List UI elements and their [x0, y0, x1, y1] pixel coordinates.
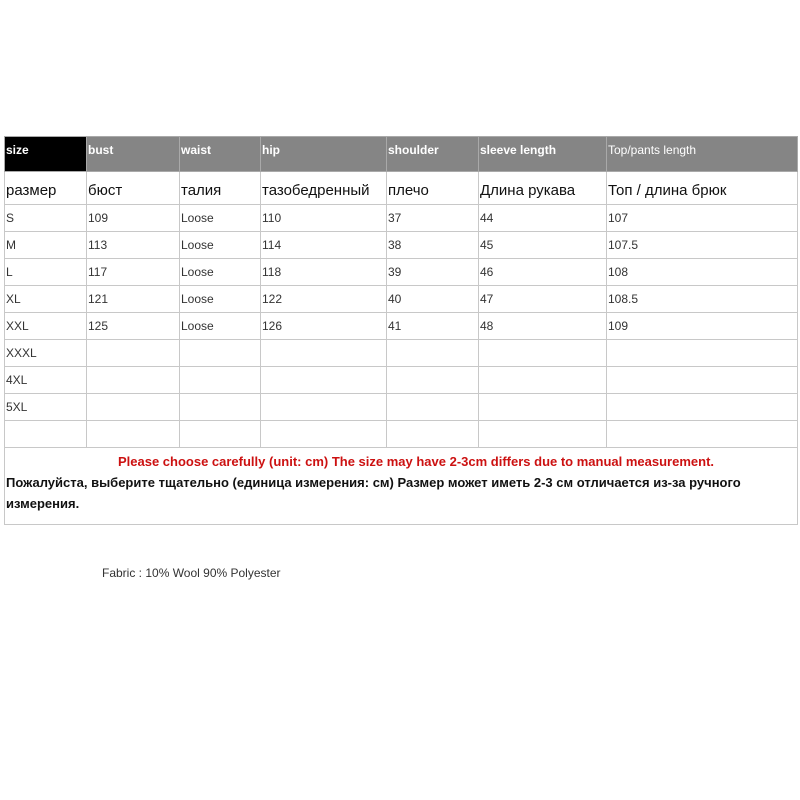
ru-header-cell: бюст — [87, 172, 180, 205]
table-cell: L — [5, 259, 87, 286]
fabric-composition: Fabric : 10% Wool 90% Polyester — [102, 566, 281, 580]
table-cell: 40 — [387, 286, 479, 313]
table-cell: 114 — [261, 232, 387, 259]
table-cell: XXXL — [5, 340, 87, 367]
table-cell — [261, 394, 387, 421]
table-cell — [180, 340, 261, 367]
table-row — [5, 205, 798, 232]
header-cell-shoulder: shoulder — [387, 137, 479, 172]
header-cell-length: Top/pants length — [607, 137, 798, 172]
header-cell-bust: bust — [87, 137, 180, 172]
table-cell: 118 — [261, 259, 387, 286]
table-cell — [180, 394, 261, 421]
table-cell: 38 — [387, 232, 479, 259]
table-cell: 109 — [87, 205, 180, 232]
ru-header-cell: талия — [180, 172, 261, 205]
header-row — [5, 137, 798, 172]
notice-cell — [5, 448, 798, 525]
ru-header-cell: размер — [5, 172, 87, 205]
table-cell — [261, 367, 387, 394]
header-cell-waist: waist — [180, 137, 261, 172]
table-cell — [180, 421, 261, 448]
table-cell — [5, 421, 87, 448]
table-cell — [87, 394, 180, 421]
table-row — [5, 394, 798, 421]
table-cell: Loose — [180, 313, 261, 340]
table-cell: 108 — [607, 259, 798, 286]
table-row — [5, 259, 798, 286]
table-cell: 113 — [87, 232, 180, 259]
table-cell — [261, 340, 387, 367]
table-cell — [607, 367, 798, 394]
table-cell: 126 — [261, 313, 387, 340]
table-cell — [87, 421, 180, 448]
table-cell: XL — [5, 286, 87, 313]
table-cell: 39 — [387, 259, 479, 286]
table-cell — [387, 421, 479, 448]
table-cell — [479, 421, 607, 448]
table-cell: 107 — [607, 205, 798, 232]
table-row — [5, 232, 798, 259]
table-cell — [387, 367, 479, 394]
notice-english: Please choose carefully (unit: cm) The size may have 2-3cm differs due to manual measurement. — [117, 454, 715, 469]
header-cell-sleeve-length: sleeve length — [479, 137, 607, 172]
table-cell: S — [5, 205, 87, 232]
table-cell: 46 — [479, 259, 607, 286]
table-cell: Loose — [180, 205, 261, 232]
table-cell — [607, 421, 798, 448]
table-cell: 4XL — [5, 367, 87, 394]
table-cell: 109 — [607, 313, 798, 340]
table-cell — [387, 340, 479, 367]
table-cell — [479, 367, 607, 394]
table-row — [5, 421, 798, 448]
table-row — [5, 286, 798, 313]
table-cell: 41 — [387, 313, 479, 340]
table-cell: 48 — [479, 313, 607, 340]
table-cell — [387, 394, 479, 421]
table-cell — [87, 367, 180, 394]
table-cell: 122 — [261, 286, 387, 313]
table-cell — [261, 421, 387, 448]
table-cell: 110 — [261, 205, 387, 232]
table-cell — [87, 340, 180, 367]
header-cell-hip: hip — [261, 137, 387, 172]
table-cell: M — [5, 232, 87, 259]
ru-header-cell: Длина рукава — [479, 172, 607, 205]
table-cell — [180, 367, 261, 394]
table-cell: 44 — [479, 205, 607, 232]
table-cell: 121 — [87, 286, 180, 313]
notice-russian: Пожалуйста, выберите тщательно (единица измерения: см) Размер может иметь 2-3 см отличается из-за ручного измерения. — [6, 475, 741, 511]
table-row — [5, 313, 798, 340]
table-cell — [607, 394, 798, 421]
russian-header-row — [5, 172, 798, 205]
header-cell-size: size — [5, 137, 87, 172]
table-cell: Loose — [180, 259, 261, 286]
table-cell: 47 — [479, 286, 607, 313]
ru-header-cell: плечо — [387, 172, 479, 205]
table-cell: Loose — [180, 286, 261, 313]
size-chart-table — [4, 136, 798, 525]
table-cell: 107.5 — [607, 232, 798, 259]
table-cell: Loose — [180, 232, 261, 259]
table-cell: XXL — [5, 313, 87, 340]
table-cell: 108.5 — [607, 286, 798, 313]
table-cell: 5XL — [5, 394, 87, 421]
table-cell: 125 — [87, 313, 180, 340]
ru-header-cell: Топ / длина брюк — [607, 172, 798, 205]
table-row — [5, 367, 798, 394]
table-cell: 45 — [479, 232, 607, 259]
table-cell — [479, 394, 607, 421]
table-cell: 117 — [87, 259, 180, 286]
table-row — [5, 340, 798, 367]
table-cell — [479, 340, 607, 367]
notice-row — [5, 448, 798, 525]
table-cell — [607, 340, 798, 367]
ru-header-cell: тазобедренный — [261, 172, 387, 205]
table-cell: 37 — [387, 205, 479, 232]
